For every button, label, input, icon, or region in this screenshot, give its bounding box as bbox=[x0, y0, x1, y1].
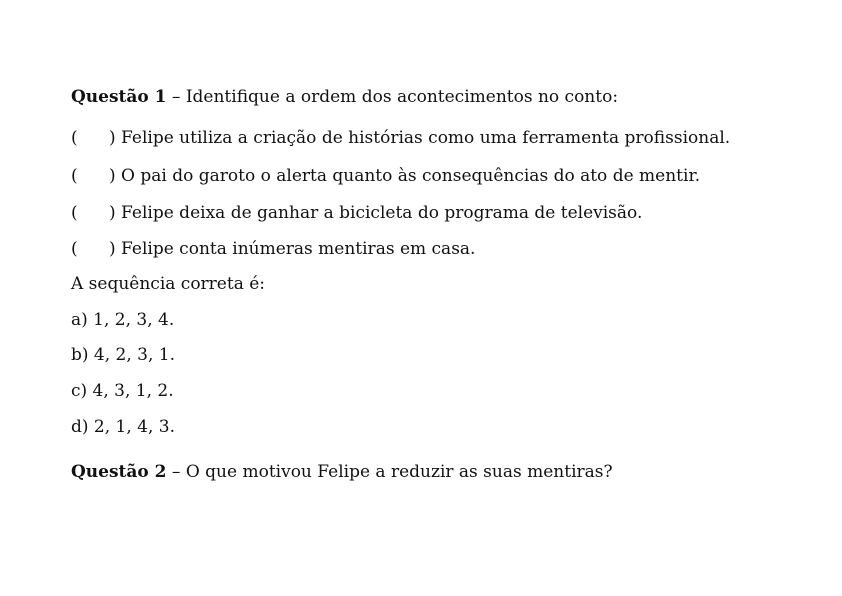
order-item-4 bbox=[71, 238, 475, 260]
order-item-text: ) O pai do garoto o alerta quanto às consequências do ato de mentir. bbox=[109, 166, 701, 186]
question-2-dash: – bbox=[166, 462, 186, 482]
question-2-label: Questão 2 bbox=[71, 462, 167, 482]
question-1-dash: – bbox=[166, 87, 186, 107]
question-2-prompt: O que motivou Felipe a reduzir as suas mentiras? bbox=[185, 462, 613, 482]
order-item-text: ) Felipe deixa de ganhar a bicicleta do programa de televisão. bbox=[109, 203, 643, 223]
question-1-prompt: Identifique a ordem dos acontecimentos no conto: bbox=[185, 87, 619, 107]
order-item-2 bbox=[71, 165, 700, 187]
order-item-paren: ( bbox=[71, 166, 78, 186]
sequence-prompt: A sequência correta é: bbox=[71, 274, 266, 294]
order-item-1 bbox=[71, 127, 730, 149]
order-item-text: ) Felipe utiliza a criação de histórias como uma ferramenta profissional. bbox=[109, 128, 731, 148]
question-1-label: Questão 1 bbox=[71, 87, 167, 107]
option-a: a) 1, 2, 3, 4. bbox=[71, 310, 175, 330]
option-b: b) 4, 2, 3, 1. bbox=[71, 345, 176, 365]
order-item-text: ) Felipe conta inúmeras mentiras em casa. bbox=[109, 239, 476, 259]
order-item-paren: ( bbox=[71, 203, 78, 223]
order-item-paren: ( bbox=[71, 239, 78, 259]
question-2-heading bbox=[71, 461, 613, 483]
question-1-heading bbox=[71, 86, 618, 108]
option-d: d) 2, 1, 4, 3. bbox=[71, 417, 176, 437]
order-item-3 bbox=[71, 202, 642, 224]
order-item-paren: ( bbox=[71, 128, 78, 148]
option-c: c) 4, 3, 1, 2. bbox=[71, 381, 174, 401]
